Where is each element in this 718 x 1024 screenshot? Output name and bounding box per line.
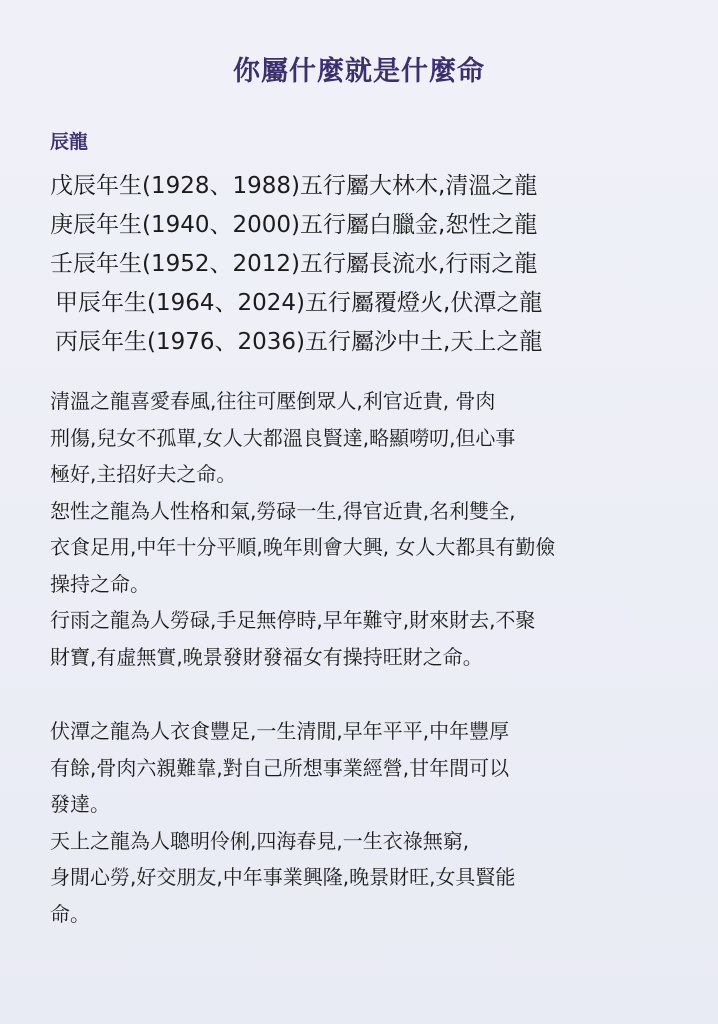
paragraph-line: 極好,主招好夫之命。 — [50, 462, 237, 486]
paragraph-line: 天上之龍為人聰明伶俐,四海春見,一生衣祿無窮, — [50, 828, 470, 853]
paragraph-spacer — [50, 675, 680, 713]
description-body — [50, 383, 680, 932]
year-line-renchen: 壬辰年生(1952、2012)五行屬長流水,行雨之龍 — [50, 251, 538, 277]
paragraph-xingyu — [50, 602, 680, 675]
page-title: 你屬什麼就是什麼命 — [233, 56, 485, 87]
year-line-bingchen: 丙辰年生(1976、2036)五行屬沙中土,天上之龍 — [55, 329, 543, 355]
paragraph-line: 刑傷,兒女不孤單,女人大都溫良賢達,略顯嘮叨,但心事 — [50, 425, 516, 450]
section-heading: 辰龍 — [50, 131, 89, 153]
paragraph-line: 操持之命。 — [50, 571, 150, 596]
paragraph-futan — [50, 713, 680, 823]
year-line-gengchen: 庚辰年生(1940、2000)五行屬白臘金,恕性之龍 — [50, 212, 538, 238]
paragraph-line: 有餘,骨肉六親難靠,對自己所想事業經營,甘年間可以 — [50, 755, 510, 780]
paragraph-line: 衣食足用,中年十分平順,晚年則會大興, 女人大都具有勤儉 — [50, 535, 556, 559]
paragraph-qingwen — [50, 383, 680, 493]
paragraph-shuxing — [50, 493, 680, 603]
paragraph-line: 行雨之龍為人勞碌,手足無停時,早年難守,財來財去,不聚 — [50, 608, 536, 632]
paragraph-line: 發達。 — [50, 792, 110, 816]
paragraph-line: 恕性之龍為人性格和氣,勞碌一生,得官近貴,名利雙全, — [50, 498, 516, 523]
year-line-wuchen: 戊辰年生(1928、1988)五行屬大林木,清溫之龍 — [50, 173, 538, 199]
year-line-jiachen: 甲辰年生(1964、2024)五行屬覆燈火,伏潭之龍 — [55, 290, 543, 316]
paragraph-line: 清溫之龍喜愛春風,往往可壓倒眾人,利官近貴, 骨肉 — [50, 389, 496, 413]
paragraph-line: 命。 — [50, 901, 90, 926]
paragraph-line: 伏潭之龍為人衣食豐足,一生清閒,早年平平,中年豐厚 — [50, 719, 510, 743]
paragraph-line: 財寶,有虛無實,晚景發財發福女有操持旺財之命。 — [50, 644, 483, 669]
paragraph-tianshang — [50, 823, 680, 933]
year-list — [50, 167, 542, 362]
paragraph-line: 身閒心勞,好交朋友,中年事業興隆,晚景財旺,女具賢能 — [50, 865, 516, 889]
